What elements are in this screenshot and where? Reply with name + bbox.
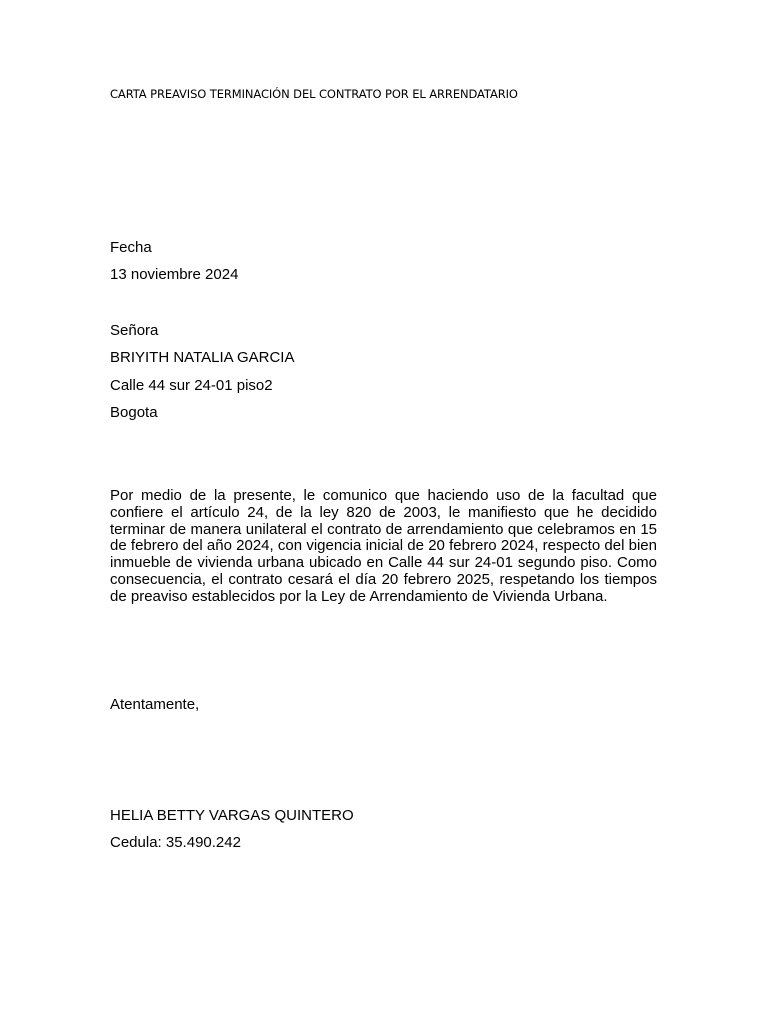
date-label: Fecha <box>110 239 152 256</box>
recipient-name: BRIYITH NATALIA GARCIA <box>110 349 295 366</box>
recipient-salutation: Señora <box>110 322 159 339</box>
letter-body: Por medio de la presente, le comunico que haciendo uso de la facultad que confiere el artículo 24, de la ley 820 de 2003, le manifiesto que he decidido terminar de manera unilateral el contrato de arrendamiento que celebramos en 15 de febrero del año 2024, con vigencia inicial de 20 febrero 2024, respecto del bien inmueble de vivienda urbana ubicado en Calle 44 sur 24-01 segundo piso. Como consecuencia, el contrato cesará el día 20 febrero 2025, respetando los tiempos de preaviso establecidos por la Ley de Arrendamiento de Vivienda Urbana. <box>110 487 657 605</box>
recipient-address: Calle 44 sur 24-01 piso2 <box>110 377 273 394</box>
recipient-city: Bogota <box>110 404 158 421</box>
letter-title: CARTA PREAVISO TERMINACIÓN DEL CONTRATO POR EL ARRENDATARIO <box>110 87 518 101</box>
date-value: 13 noviembre 2024 <box>110 266 239 283</box>
signer-id: Cedula: 35.490.242 <box>110 834 241 851</box>
closing: Atentamente, <box>110 696 200 713</box>
signer-name: HELIA BETTY VARGAS QUINTERO <box>110 807 354 824</box>
